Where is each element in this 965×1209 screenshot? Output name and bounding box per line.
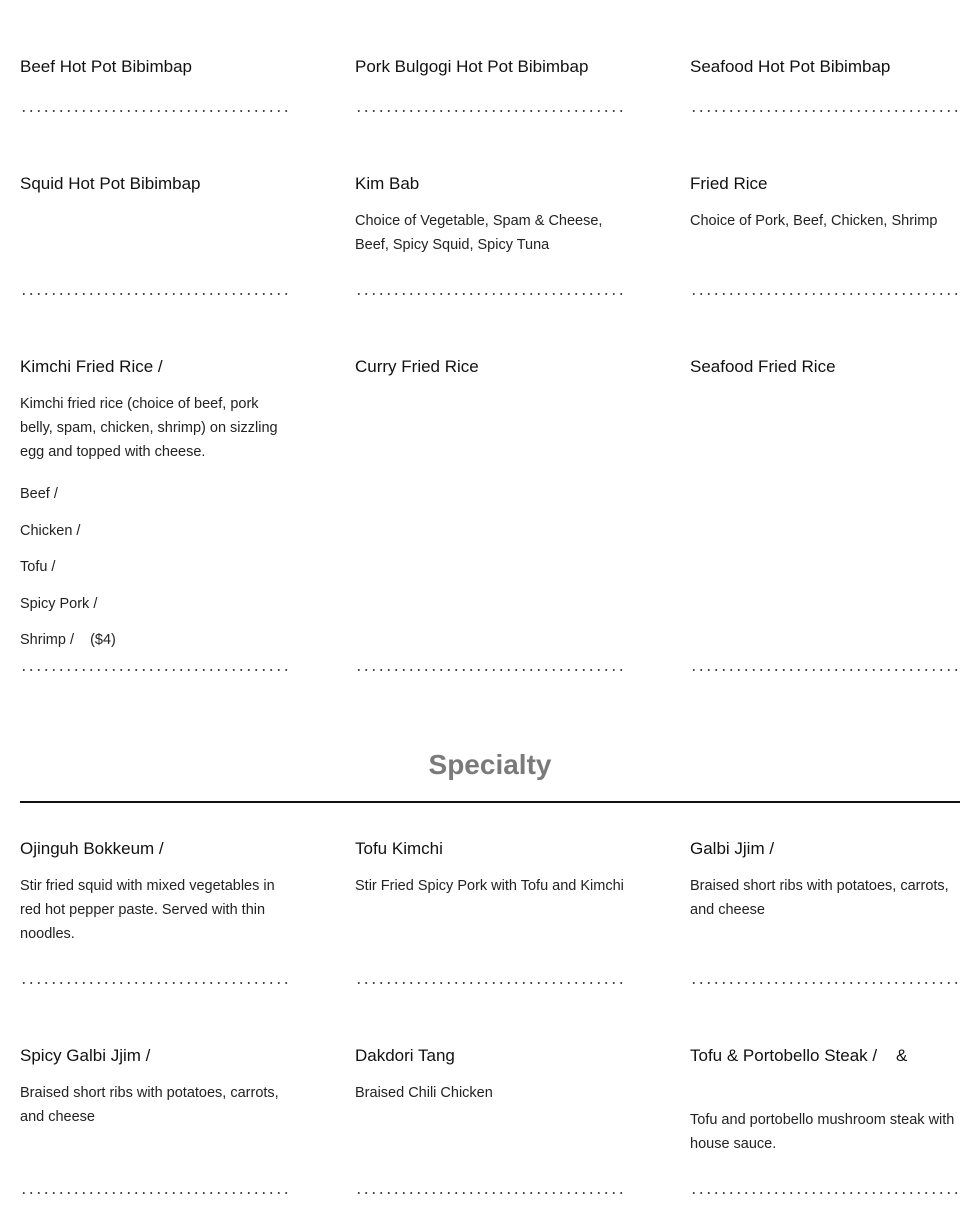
option-chicken: Chicken / <box>20 523 81 539</box>
menu-item-description: Braised short ribs with potatoes, carrots, and cheese <box>690 878 949 918</box>
option-beef: Beef / <box>20 486 58 502</box>
menu-item-description: Choice of Pork, Beef, Chicken, Shrimp <box>690 213 938 229</box>
dotted-separator <box>20 982 290 984</box>
menu-item-title: Ojinguh Bokkeum / <box>20 839 164 858</box>
menu-item-title: Tofu & Portobello Steak / & <box>690 1046 908 1065</box>
menu-item-title: Galbi Jjim / <box>690 839 775 858</box>
dotted-separator <box>355 110 625 112</box>
dotted-separator <box>690 110 960 112</box>
option-spicy-pork: Spicy Pork / <box>20 596 98 612</box>
menu-item-description: Stir fried squid with mixed vegetables in red hot pepper paste. Served with thin noodles. <box>20 878 275 942</box>
menu-item-title: Kim Bab <box>355 174 420 193</box>
dotted-separator <box>355 1192 625 1194</box>
menu-item-title: Tofu Kimchi <box>355 839 443 858</box>
menu-item-title: Seafood Hot Pot Bibimbap <box>690 57 891 76</box>
dotted-separator <box>20 1192 290 1194</box>
menu-item-title: Squid Hot Pot Bibimbap <box>20 174 201 193</box>
dotted-separator <box>690 1192 960 1194</box>
menu-item-title: Beef Hot Pot Bibimbap <box>20 57 192 76</box>
section-heading-specialty: Specialty <box>428 749 552 780</box>
menu-item-title: Curry Fried Rice <box>355 357 479 376</box>
menu-item-title: Kimchi Fried Rice / <box>20 357 163 376</box>
dotted-separator <box>355 982 625 984</box>
dotted-separator <box>20 669 290 671</box>
option-shrimp: Shrimp / ($4) <box>20 632 116 648</box>
menu-item-description: Choice of Vegetable, Spam & Cheese, Beef, Spicy Squid, Spicy Tuna <box>355 213 603 253</box>
menu-item-title: Seafood Fried Rice <box>690 357 836 376</box>
dotted-separator <box>690 982 960 984</box>
section-divider <box>20 801 960 803</box>
menu-item-description: Braised Chili Chicken <box>355 1085 493 1101</box>
dotted-separator <box>355 293 625 295</box>
menu-item-title: Pork Bulgogi Hot Pot Bibimbap <box>355 57 589 76</box>
menu-item-description: Kimchi fried rice (choice of beef, pork belly, spam, chicken, shrimp) on sizzling egg and topped with cheese. <box>20 396 278 460</box>
dotted-separator <box>690 293 960 295</box>
menu-item-description: Braised short ribs with potatoes, carrots, and cheese <box>20 1085 279 1125</box>
menu-item-title: Spicy Galbi Jjim / <box>20 1046 151 1065</box>
menu-item-description: Tofu and portobello mushroom steak with house sauce. <box>690 1112 955 1152</box>
dotted-separator <box>20 110 290 112</box>
menu-item-title: Dakdori Tang <box>355 1046 455 1065</box>
menu-item-description: Stir Fried Spicy Pork with Tofu and Kimchi <box>355 878 624 894</box>
dotted-separator <box>20 293 290 295</box>
dotted-separator <box>690 669 960 671</box>
menu-item-title: Fried Rice <box>690 174 768 193</box>
option-tofu: Tofu / <box>20 559 56 575</box>
dotted-separator <box>355 669 625 671</box>
